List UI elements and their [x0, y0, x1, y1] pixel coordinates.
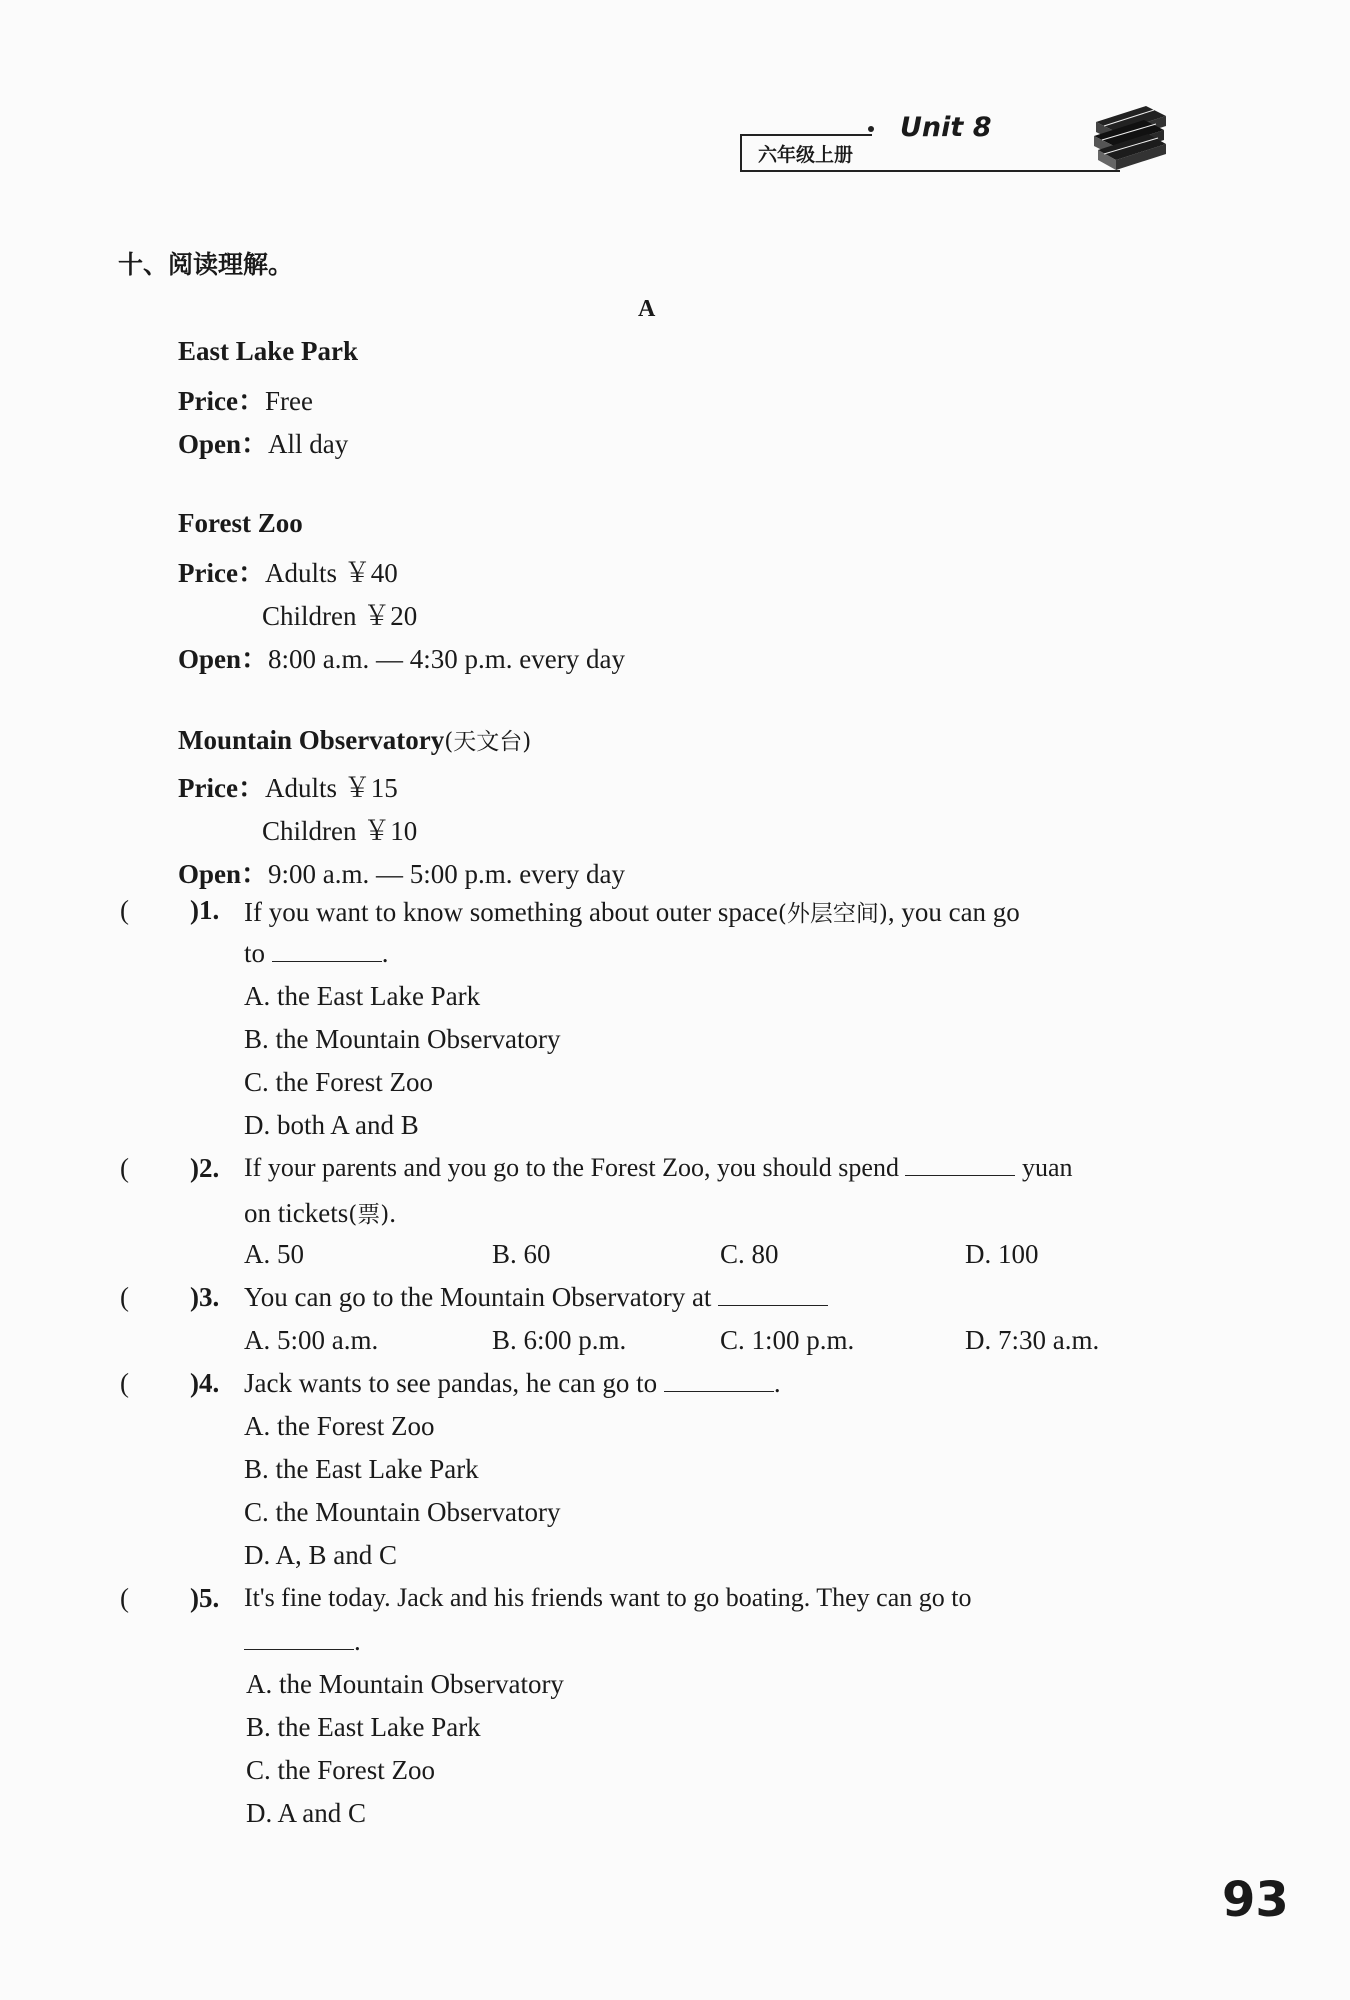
question-number: )1. — [190, 895, 220, 925]
answer-paren: ( — [120, 1282, 129, 1312]
question-number: )5. — [190, 1583, 220, 1613]
price-label: Price： — [178, 558, 265, 588]
question-continuation: to . — [244, 938, 389, 968]
place-price — [178, 551, 398, 590]
answer-paren: ( — [120, 1153, 129, 1183]
question-text-part: to — [244, 938, 266, 968]
question-number: )2. — [190, 1153, 220, 1183]
price-label: Price： — [178, 386, 265, 416]
question-text: It's fine today. Jack and his friends want to go boating. They can go to — [244, 1583, 972, 1612]
question-text-part: You can go to the Mountain Observatory at — [244, 1282, 712, 1312]
question-text-part: on tickets — [244, 1198, 349, 1228]
answer-blank[interactable] — [244, 1627, 354, 1650]
place-price — [178, 379, 313, 418]
option: B. the East Lake Park — [246, 1712, 481, 1742]
answer-blank[interactable] — [905, 1153, 1015, 1176]
grade-label: 六年级上册 — [758, 144, 854, 166]
option: A. the East Lake Park — [244, 981, 481, 1011]
header-dot — [868, 126, 874, 132]
option: D. 100 — [965, 1239, 1039, 1269]
price-value: Children ￥10 — [262, 816, 418, 846]
option: C. the Forest Zoo — [244, 1067, 433, 1097]
option: A. the Mountain Observatory — [246, 1669, 564, 1699]
option: D. A and C — [246, 1798, 367, 1828]
open-label: Open： — [178, 859, 269, 889]
books-icon — [1090, 102, 1170, 174]
option: C. 1:00 p.m. — [720, 1325, 855, 1355]
question-text — [244, 895, 1020, 928]
option: B. the East Lake Park — [244, 1454, 479, 1484]
question-text-part: yuan — [1021, 1153, 1073, 1182]
question-text — [244, 1153, 1073, 1183]
option: B. 60 — [492, 1239, 551, 1269]
option: A. 5:00 a.m. — [244, 1325, 379, 1355]
passage-label: A — [638, 296, 656, 322]
option: D. A, B and C — [244, 1540, 398, 1570]
open-value: 8:00 a.m. — 4:30 p.m. every day — [268, 644, 625, 674]
unit-label: Unit 8 — [900, 112, 992, 143]
option: A. the Forest Zoo — [244, 1411, 435, 1441]
option: C. the Forest Zoo — [246, 1755, 435, 1785]
place-name: East Lake Park — [178, 336, 359, 366]
question-text: Jack wants to see pandas, he can go to . — [244, 1368, 781, 1398]
price-label: Price： — [178, 773, 265, 803]
price-value: Children ￥20 — [262, 601, 418, 631]
open-value: All day — [268, 429, 349, 459]
place-name-note: (天文台) — [444, 729, 532, 755]
section-title: 十、阅读理解。 — [118, 250, 294, 279]
page-header — [740, 110, 1180, 185]
question-text — [244, 1282, 828, 1313]
question-text-part: , you can go — [887, 897, 1020, 927]
option: A. 50 — [244, 1239, 304, 1269]
option: C. the Mountain Observatory — [244, 1497, 561, 1527]
option: C. 80 — [720, 1239, 779, 1269]
place-price — [178, 766, 398, 805]
question-text-part: Jack wants to see pandas, he can go to — [244, 1368, 658, 1398]
answer-paren: ( — [120, 895, 129, 925]
place-name-row — [178, 723, 531, 756]
answer-blank[interactable] — [272, 939, 382, 962]
question-text-part: If you want to know something about outer space — [244, 897, 778, 927]
place-name: Forest Zoo — [178, 508, 303, 538]
answer-blank[interactable] — [664, 1369, 774, 1392]
place-open — [178, 422, 348, 461]
option: D. both A and B — [244, 1110, 419, 1140]
open-label: Open： — [178, 644, 269, 674]
price-value: Adults ￥15 — [264, 773, 398, 803]
price-value: Free — [264, 386, 313, 416]
question-continuation: on tickets(票). — [244, 1198, 396, 1228]
option: D. 7:30 a.m. — [965, 1325, 1100, 1355]
place-open — [178, 852, 625, 891]
price-value: Adults ￥40 — [264, 558, 398, 588]
question-text-part: If your parents and you go to the Forest Zoo, you should spend — [244, 1153, 899, 1182]
answer-paren: ( — [120, 1583, 129, 1613]
header-rule — [740, 170, 1120, 172]
open-label: Open： — [178, 429, 269, 459]
answer-blank[interactable] — [718, 1283, 828, 1306]
place-name: Mountain Observatory — [178, 725, 445, 755]
option: B. 6:00 p.m. — [492, 1325, 627, 1355]
question-note: (票) — [348, 1202, 390, 1228]
option: B. the Mountain Observatory — [244, 1024, 561, 1054]
open-value: 9:00 a.m. — 5:00 p.m. every day — [268, 859, 625, 889]
page-number: 93 — [1222, 1872, 1289, 1928]
answer-paren: ( — [120, 1368, 129, 1398]
question-continuation: . — [244, 1626, 361, 1657]
question-number: )4. — [190, 1368, 220, 1398]
question-note: (外层空间) — [777, 901, 888, 927]
question-number: )3. — [190, 1282, 220, 1312]
place-open — [178, 637, 625, 676]
